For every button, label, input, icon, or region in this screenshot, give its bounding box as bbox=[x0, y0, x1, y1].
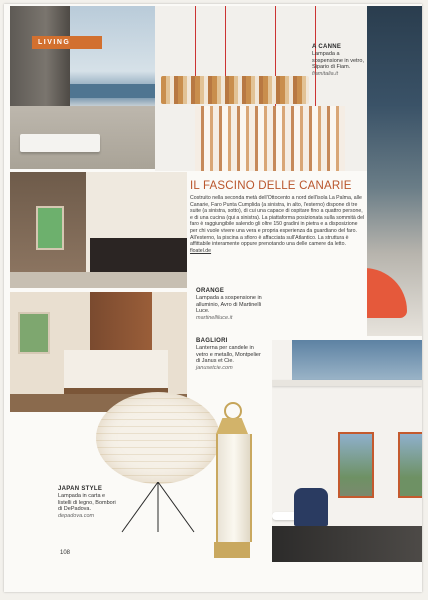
caption-japan-text: Lampada in carta e listelli di legno, Bombori di DePadova. bbox=[58, 492, 116, 513]
article-body-text: Costruito nella seconda metà dell'Ottocento a nord dell'isola La Palma, alle Canarie, Faro Punta Cumplida (a sinistra, in alto, l'esterno) dispone di tre suite (a sinistra, sotto), di cui una capace di ospitare fino a quattro persone, e di una cucina (qui a sinistra). La piattaforma posizionata sulla sommità del faro è raggiungibile salendo gli oltre 150 gradini in pietra e a disposizione per chi vuole vivere una vera e propria esperienza da guardiano del faro. All'esterno, la piscina a sfioro è affacciata sull'Atlantico. La struttura è affittabile interamente oppure prenotando una delle camere da letto. bbox=[190, 195, 365, 248]
orange-lamp-figure bbox=[367, 268, 407, 318]
caption-canne-title: A CANNE bbox=[312, 44, 342, 50]
caption-japan bbox=[58, 486, 118, 520]
photo-lamp-canne bbox=[155, 6, 367, 171]
caption-orange-text: Lampada a sospensione in alluminio, Avro di Martinelli Luce. bbox=[196, 294, 262, 315]
caption-orange bbox=[196, 288, 264, 322]
caption-canne-text: Lampada a sospensione in vetro, Sipario di Fiam. bbox=[312, 50, 364, 71]
lamp-canne-figure bbox=[161, 76, 309, 104]
lantern-ring bbox=[224, 402, 242, 420]
caption-orange-credit: martinelliluce.it bbox=[196, 315, 233, 322]
article-link[interactable]: floatel.de bbox=[190, 247, 212, 254]
window bbox=[338, 432, 374, 498]
skylight bbox=[292, 340, 422, 382]
lantern-body bbox=[216, 434, 252, 542]
lantern-base bbox=[214, 542, 250, 558]
armchair bbox=[294, 488, 328, 526]
photo-sea-view bbox=[367, 6, 422, 336]
caption-orange-title: ORANGE bbox=[196, 288, 225, 294]
window bbox=[36, 206, 64, 250]
window bbox=[18, 312, 50, 354]
caption-canne bbox=[312, 44, 368, 78]
photo-attic-room bbox=[272, 340, 422, 562]
article-title: IL FASCINO DELLE CANARIE bbox=[190, 180, 352, 192]
caption-japan-title: JAPAN STYLE bbox=[58, 486, 103, 492]
floor bbox=[10, 272, 187, 288]
section-label: LIVING bbox=[32, 36, 102, 49]
magazine-page bbox=[4, 4, 422, 592]
lamp-wire bbox=[195, 6, 196, 78]
photo-lighthouse-terrace bbox=[10, 6, 155, 169]
window bbox=[398, 432, 422, 498]
lantern-figure bbox=[214, 402, 250, 562]
japan-lamp-legs bbox=[112, 482, 204, 534]
floor bbox=[272, 526, 422, 562]
article-body bbox=[190, 195, 365, 254]
caption-bagliori-text: Lanterna per candele in vetro e metallo, Montpelier di Janus et Cie. bbox=[196, 344, 261, 365]
sun-lounger bbox=[20, 134, 100, 152]
caption-bagliori-title: BAGLIORI bbox=[196, 338, 228, 344]
sea bbox=[70, 84, 155, 98]
caption-bagliori-credit: janusetcie.com bbox=[196, 365, 233, 372]
article bbox=[190, 180, 365, 254]
lantern-cap bbox=[216, 418, 248, 434]
bed bbox=[64, 350, 168, 394]
caption-bagliori bbox=[196, 338, 264, 372]
caption-canne-credit: fiamitalia.it bbox=[312, 71, 338, 78]
page-number: 108 bbox=[60, 550, 71, 556]
caption-japan-credit: depadova.com bbox=[58, 513, 95, 520]
photo-kitchen bbox=[10, 172, 187, 288]
lamp-wire bbox=[225, 6, 226, 78]
ceiling-beam bbox=[272, 380, 422, 386]
lamp-canne-figure bbox=[195, 106, 345, 171]
japan-lamp-figure bbox=[96, 392, 220, 484]
